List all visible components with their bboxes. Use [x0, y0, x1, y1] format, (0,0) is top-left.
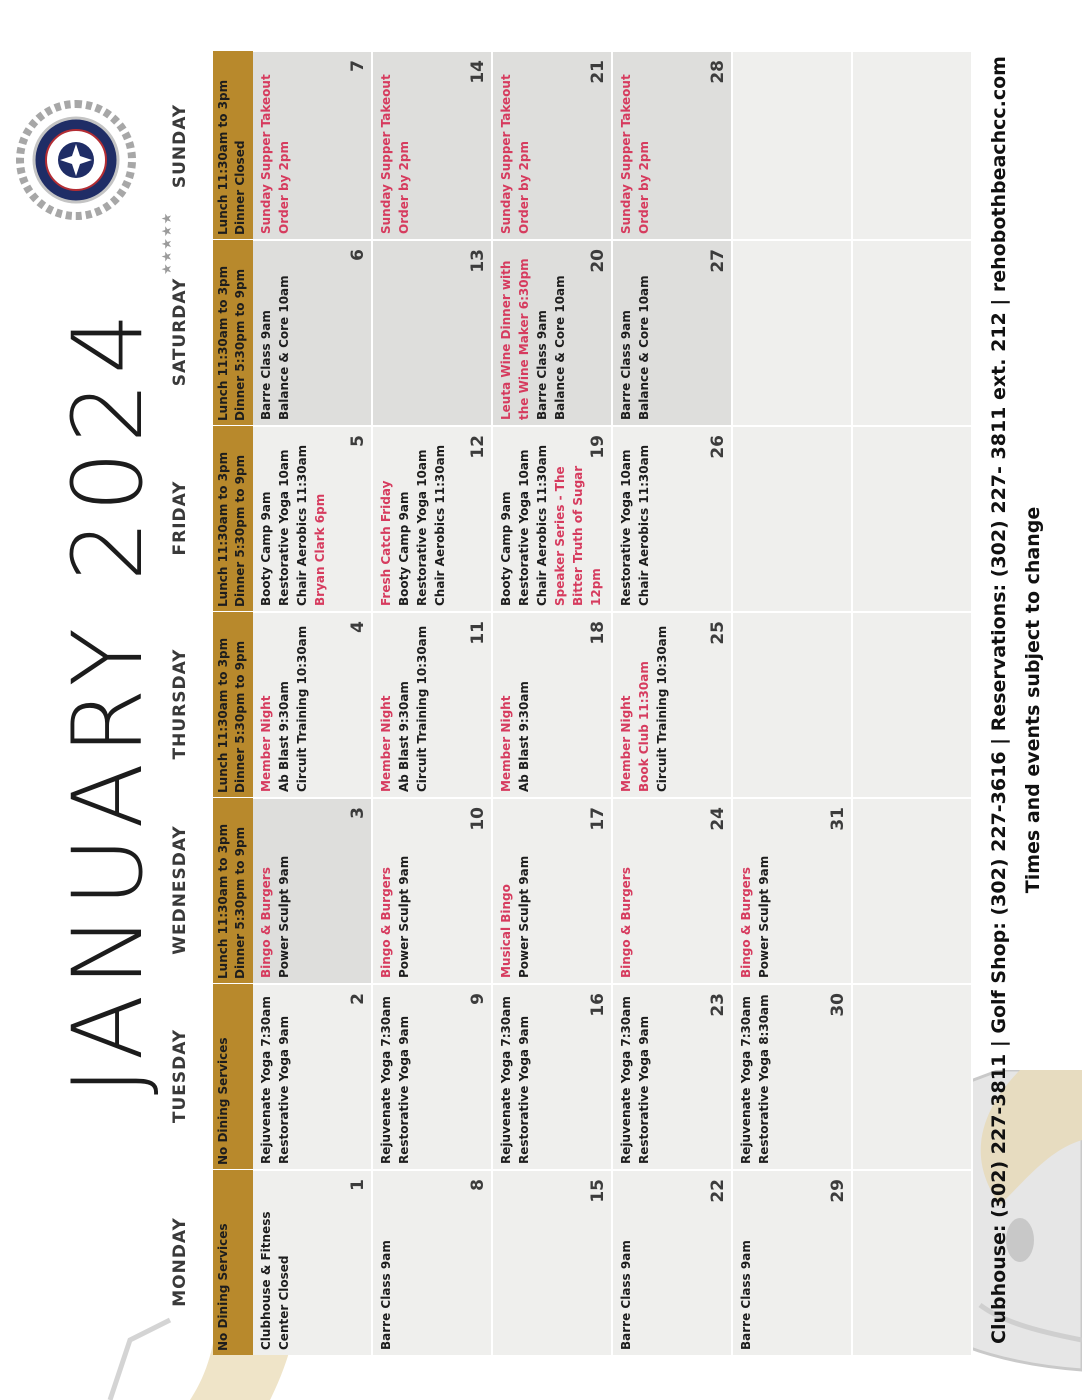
event-item: Power Sculpt 9am — [277, 855, 291, 978]
calendar-day-30[interactable] — [733, 983, 853, 1169]
day-number: 30 — [828, 993, 848, 1017]
event-item: Power Sculpt 9am — [757, 855, 771, 978]
event-item: Restorative Yoga 10am — [619, 449, 633, 606]
day-number: 5 — [348, 435, 368, 447]
calendar-day-27[interactable] — [613, 239, 733, 425]
special-event: Sunday Supper Takeout Order by 2pm — [499, 74, 531, 234]
special-event: Book Club 11:30am — [637, 661, 651, 792]
event-item: Rejuvenate Yoga 7:30am — [259, 996, 273, 1164]
event-item: Restorative Yoga 9am — [637, 1015, 651, 1164]
contact-info: Clubhouse: (302) 227-3811 | Golf Shop: (302) 227-3616 | Reservations: (302) 227- 3811 ext. 212 | rehobothbeachcc.com — [988, 56, 1010, 1344]
weekday-monday: MONDAY — [170, 1217, 190, 1307]
day-number: 17 — [588, 807, 608, 831]
event-item: Rejuvenate Yoga 7:30am — [379, 996, 393, 1164]
dining-hours-line: No Dining Services — [216, 1037, 230, 1165]
day-number: 27 — [708, 249, 728, 273]
event-item: Barre Class 9am — [379, 1240, 393, 1350]
calendar-day-31[interactable] — [733, 797, 853, 983]
special-event: Sunday Supper Takeout Order by 2pm — [259, 74, 291, 234]
event-item: Ab Blast 9:30am — [517, 681, 531, 792]
day-number: 10 — [468, 807, 488, 831]
event-item: Power Sculpt 9am — [517, 855, 531, 978]
calendar-day-empty[interactable] — [733, 611, 853, 797]
calendar-day-empty[interactable] — [853, 50, 973, 239]
weekday-friday: FRIDAY — [170, 480, 190, 556]
special-event: Sunday Supper Takeout Order by 2pm — [379, 74, 411, 234]
calendar-day-19[interactable] — [493, 425, 613, 611]
calendar-day-22[interactable] — [613, 1169, 733, 1355]
event-item: Circuit Training 10:30am — [415, 625, 429, 792]
calendar-day-5[interactable] — [253, 425, 373, 611]
special-event: Bryan Clark 6pm — [313, 493, 327, 606]
event-item: Chair Aerobics 11:30am — [535, 444, 549, 606]
day-number: 20 — [588, 249, 608, 273]
calendar-day-25[interactable] — [613, 611, 733, 797]
calendar-day-empty[interactable] — [853, 1169, 973, 1355]
weekday-tuesday: TUESDAY — [170, 1028, 190, 1124]
calendar-day-2[interactable] — [253, 983, 373, 1169]
event-item: Circuit Training 10:30am — [655, 625, 669, 792]
five-stars-icon: ★★★★★ — [160, 211, 175, 275]
event-item: Booty Camp 9am — [397, 491, 411, 606]
calendar-day-28[interactable] — [613, 50, 733, 239]
weekday-thursday: THURSDAY — [170, 648, 190, 760]
day-number: 21 — [588, 60, 608, 84]
event-item: Power Sculpt 9am — [397, 855, 411, 978]
calendar-day-29[interactable] — [733, 1169, 853, 1355]
day-number: 4 — [348, 621, 368, 633]
day-number: 28 — [708, 60, 728, 84]
calendar-day-16[interactable] — [493, 983, 613, 1169]
special-event: Sunday Supper Takeout Order by 2pm — [619, 74, 651, 234]
calendar-day-3[interactable] — [253, 797, 373, 983]
calendar-day-10[interactable] — [373, 797, 493, 983]
dining-hours-monday — [213, 1169, 253, 1355]
day-number: 13 — [468, 249, 488, 273]
event-item: Chair Aerobics 11:30am — [295, 444, 309, 606]
event-item: Booty Camp 9am — [499, 491, 513, 606]
special-event: Bingo & Burgers — [259, 867, 273, 978]
special-event: Musical Bingo — [499, 884, 513, 978]
special-event: Member Night — [259, 695, 273, 792]
dining-hours-line: Lunch 11:30am to 3pm — [216, 265, 230, 421]
day-number: 14 — [468, 60, 488, 84]
event-item: Restorative Yoga 10am — [415, 449, 429, 606]
calendar-day-26[interactable] — [613, 425, 733, 611]
calendar-day-18[interactable] — [493, 611, 613, 797]
calendar-day-24[interactable] — [613, 797, 733, 983]
calendar-day-14[interactable] — [373, 50, 493, 239]
event-item: Barre Class 9am — [259, 310, 273, 420]
day-number: 22 — [708, 1179, 728, 1203]
day-number: 8 — [468, 1179, 488, 1191]
weekday-saturday: SATURDAY — [170, 277, 190, 387]
event-item: Balance & Core 10am — [277, 275, 291, 420]
event-item: Restorative Yoga 9am — [277, 1015, 291, 1164]
calendar-day-12[interactable] — [373, 425, 493, 611]
dining-hours-line: No Dining Services — [216, 1223, 230, 1351]
day-number: 11 — [468, 621, 488, 645]
day-number: 7 — [348, 60, 368, 72]
dining-hours-thursday — [213, 611, 253, 797]
special-event: Bingo & Burgers — [619, 867, 633, 978]
special-event: Member Night — [379, 695, 393, 792]
calendar-day-8[interactable] — [373, 1169, 493, 1355]
weekday-header-row — [170, 0, 210, 1355]
dining-hours-line: Dinner 5:30pm to 9pm — [233, 640, 247, 793]
special-event: Fresh Catch Friday — [379, 480, 393, 606]
dining-hours-line: Lunch 11:30am to 3pm — [216, 451, 230, 607]
calendar-day-empty[interactable] — [733, 50, 853, 239]
special-event: Member Night — [619, 695, 633, 792]
club-seal-logo — [14, 100, 144, 220]
calendar-day-6[interactable] — [253, 239, 373, 425]
event-item: Booty Camp 9am — [259, 491, 273, 606]
month-title: JANUARY 2024 — [52, 304, 164, 1096]
event-item: Circuit Training 10:30am — [295, 625, 309, 792]
special-event: Leuta Wine Dinner with the Wine Maker 6:30pm — [499, 258, 531, 420]
event-item: Barre Class 9am — [619, 1240, 633, 1350]
day-number: 25 — [708, 621, 728, 645]
event-item: Chair Aerobics 11:30am — [433, 444, 447, 606]
day-number: 15 — [588, 1179, 608, 1203]
calendar-day-11[interactable] — [373, 611, 493, 797]
event-item: Ab Blast 9:30am — [397, 681, 411, 792]
event-item: Barre Class 9am — [739, 1240, 753, 1350]
dining-hours-saturday — [213, 239, 253, 425]
dining-hours-line: Lunch 11:30am to 3pm — [216, 823, 230, 979]
disclaimer: Times and events subject to change — [1022, 506, 1044, 894]
weekday-sunday: SUNDAY — [170, 103, 190, 189]
calendar-day-empty[interactable] — [853, 239, 973, 425]
calendar-day-empty[interactable] — [853, 983, 973, 1169]
day-number: 24 — [708, 807, 728, 831]
dining-hours-line: Dinner 5:30pm to 9pm — [233, 454, 247, 607]
event-item: Restorative Yoga 9am — [517, 1015, 531, 1164]
dining-hours-friday — [213, 425, 253, 611]
day-number: 6 — [348, 249, 368, 261]
weekday-wednesday: WEDNESDAY — [170, 825, 190, 955]
calendar-grid — [213, 50, 973, 1355]
dining-hours-line: Dinner 5:30pm to 9pm — [233, 268, 247, 421]
event-item: Barre Class 9am — [535, 310, 549, 420]
day-number: 1 — [348, 1179, 368, 1191]
calendar-day-empty[interactable] — [733, 239, 853, 425]
calendar-day-1[interactable] — [253, 1169, 373, 1355]
calendar-day-20[interactable] — [493, 239, 613, 425]
event-item: Balance & Core 10am — [553, 275, 567, 420]
day-number: 12 — [468, 435, 488, 459]
event-item: Ab Blast 9:30am — [277, 681, 291, 792]
event-item: Balance & Core 10am — [637, 275, 651, 420]
calendar-day-13[interactable] — [373, 239, 493, 425]
event-item: Restorative Yoga 10am — [517, 449, 531, 606]
day-number: 23 — [708, 993, 728, 1017]
calendar-day-23[interactable] — [613, 983, 733, 1169]
dining-hours-tuesday — [213, 983, 253, 1169]
day-number: 9 — [468, 993, 488, 1005]
calendar-day-empty[interactable] — [853, 797, 973, 983]
calendar-day-4[interactable] — [253, 611, 373, 797]
event-item: Barre Class 9am — [619, 310, 633, 420]
calendar-day-empty[interactable] — [733, 425, 853, 611]
event-item: Restorative Yoga 9am — [397, 1015, 411, 1164]
event-item: Restorative Yoga 10am — [277, 449, 291, 606]
dining-hours-sunday — [213, 50, 253, 239]
dining-hours-wednesday — [213, 797, 253, 983]
day-number: 26 — [708, 435, 728, 459]
event-item: Chair Aerobics 11:30am — [637, 444, 651, 606]
calendar-day-9[interactable] — [373, 983, 493, 1169]
special-event: Bingo & Burgers — [739, 867, 753, 978]
day-number: 16 — [588, 993, 608, 1017]
day-number: 29 — [828, 1179, 848, 1203]
dining-hours-line: Lunch 11:30am to 3pm — [216, 637, 230, 793]
calendar-day-21[interactable] — [493, 50, 613, 239]
special-event: Bingo & Burgers — [379, 867, 393, 978]
day-number: 2 — [348, 993, 368, 1005]
event-item: Rejuvenate Yoga 7:30am — [619, 996, 633, 1164]
day-number: 3 — [348, 807, 368, 819]
special-event: Member Night — [499, 695, 513, 792]
day-number: 19 — [588, 435, 608, 459]
day-number: 31 — [828, 807, 848, 831]
event-item: Rejuvenate Yoga 7:30am — [499, 996, 513, 1164]
event-item: Clubhouse & Fitness Center Closed — [259, 1211, 291, 1350]
dining-hours-line: Lunch 11:30am to 3pm — [216, 79, 230, 235]
special-event: Speaker Series - The Bitter Truth of Sugar 12pm — [553, 465, 603, 606]
calendar-day-7[interactable] — [253, 50, 373, 239]
day-number: 18 — [588, 621, 608, 645]
calendar-day-17[interactable] — [493, 797, 613, 983]
calendar-day-15[interactable] — [493, 1169, 613, 1355]
event-item: Rejuvenate Yoga 7:30am — [739, 996, 753, 1164]
event-item: Restorative Yoga 8:30am — [757, 994, 771, 1164]
dining-hours-line: Dinner Closed — [233, 140, 247, 235]
calendar-day-empty[interactable] — [853, 611, 973, 797]
dining-hours-line: Dinner 5:30pm to 9pm — [233, 826, 247, 979]
calendar-day-empty[interactable] — [853, 425, 973, 611]
